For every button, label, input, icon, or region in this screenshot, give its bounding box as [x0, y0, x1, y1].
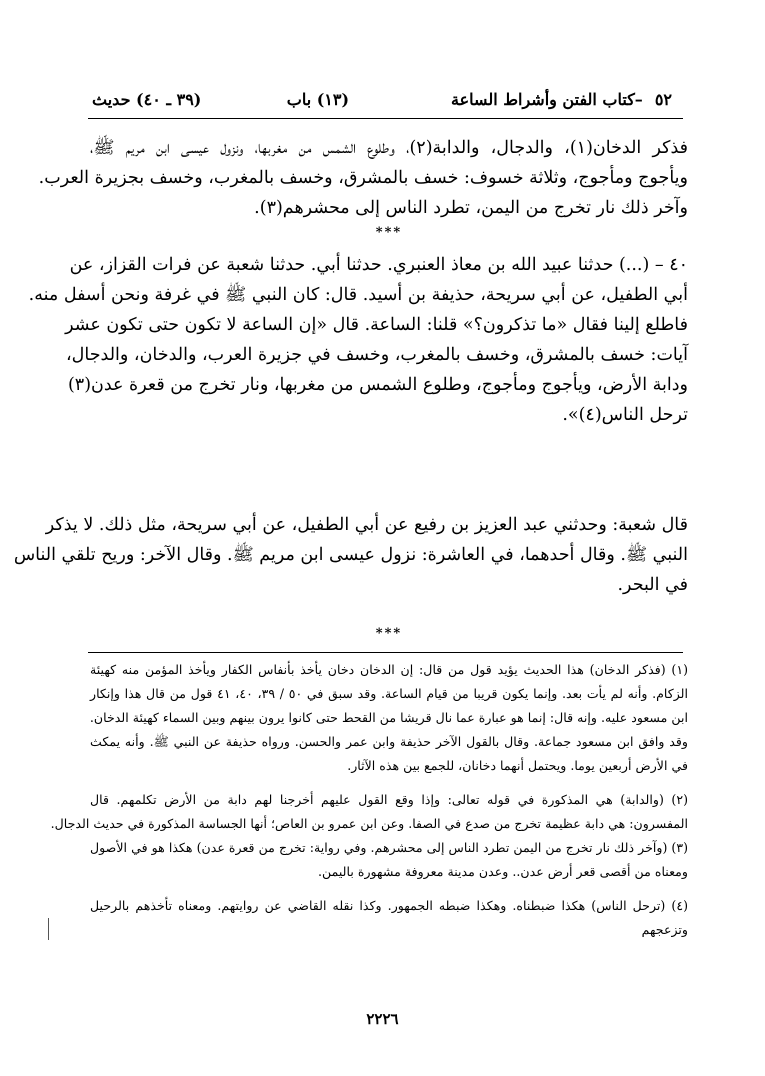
- text-line: قال شعبة: وحدثني عبد العزيز بن رفيع عن أبي الطفيل، عن أبي سريحة، مثل ذلك. لا يذكر: [45, 515, 688, 535]
- header-hadith-range: (٣٩ ـ ٤٠) حديث: [92, 89, 202, 109]
- footnote-line: (١) (فذكر الدخان) هذا الحديث يؤيد قول من قال: إن الدخان دخان يأخذ بأنفاس الكفار ويأخذ المؤمن منه كهيئة: [90, 662, 688, 677]
- footnote-line: ابن مسعود عليه. وإنه قال: إنما هو عبارة عما نال قريشا من القحط حتى كانوا يرون بينهم وبين السماء كهيئة الدخان.: [89, 710, 688, 725]
- text-line: ويأجوج ومأجوج، وثلاثة خسوف: خسف بالمشرق، وخسف بالمغرب، وخسف بجزيرة العرب.: [38, 168, 688, 188]
- text-line: فاطلع إلينا فقال «ما تذكرون؟» قلنا: الساعة. قال «إن الساعة لا تكون حتى تكون عشر: [65, 315, 688, 335]
- header-rule: [88, 118, 683, 119]
- footnote-line: الزكام. وأنه لم يأت بعد. وإنما يكون قريبا من قيام الساعة. وقد سبق في ٥٠ / ٣٩، ٤٠، ٤١ قول من قال هذا وإنكار: [90, 686, 688, 701]
- text-line: ٤٠ – (...) حدثنا عبيد الله بن معاذ العنبري. حدثنا أبي. حدثنا شعبة عن فرات القزاز، عن: [69, 255, 688, 275]
- footnotes: [50, 658, 688, 942]
- footnotes-rule: [88, 652, 683, 653]
- footnote-line: وتزعجهم: [641, 922, 688, 937]
- margin-mark: [48, 918, 49, 940]
- text-line: فذكر الدخان(١)، والدجال، والدابة(٢)، وطلوع الشمس من مغربها، ونزول عيسى ابن مريم ﷺ،: [90, 138, 688, 158]
- footnote-line: ومعناه من أقصى قعر أرض عدن.. وعدن مدينة معروفة مشهورة باليمن.: [318, 864, 688, 879]
- header-page-number: ٥٢: [654, 89, 672, 109]
- header-right: [287, 90, 672, 109]
- separator-stars: ***: [375, 626, 403, 641]
- hadith-40: [28, 250, 688, 430]
- text-line: أبي الطفيل، عن أبي سريحة، حذيفة بن أسيد. قال: كان النبي ﷺ في غرفة ونحن أسفل منه.: [28, 285, 688, 305]
- footnote-line: (٣) (وآخر ذلك نار تخرج من اليمن تطرد الناس إلى محشرهم. وفي رواية: تخرج من قعرة عدن) هكذا هو في الأصول: [90, 840, 688, 855]
- footnote-line: في الأرض أربعين يوما. ويحتمل أنهما دخانان، للجمع بين هذه الآثار.: [347, 758, 688, 773]
- header-chapter: (١٣) باب: [286, 89, 350, 109]
- text-line: آيات: خسف بالمشرق، وخسف بالمغرب، وخسف في جزيرة العرب، والدخان، والدجال،: [66, 345, 688, 365]
- header-book-title: –كتاب الفتن وأشراط الساعة: [451, 89, 643, 109]
- text-line: ترحل الناس(٤)».: [562, 405, 688, 425]
- page-footer-number: ٢٢٢٦: [366, 1010, 399, 1028]
- text-line: ودابة الأرض، ويأجوج ومأجوج، وطلوع الشمس من مغربها، ونار تخرج من قعرة عدن(٣): [67, 375, 688, 395]
- passage-hadith-39: [38, 133, 688, 223]
- footnote-line: (٤) (ترحل الناس) هكذا ضبطناه. وهكذا ضبطه الجمهور. وكذا نقله القاضي عن روايتهم. ومعناه تأخذهم بالرحيل: [90, 898, 688, 913]
- running-header: [92, 84, 672, 114]
- footnote-line: وقد وافق ابن مسعود جماعة. وقال بالقول الآخر حذيفة وابن عمر والحسن. ورواه حذيفة عن النبي ﷺ. وأنه يمكث: [90, 734, 688, 749]
- footnote-line: (٢) (والدابة) هي المذكورة في قوله تعالى: وإذا وقع القول عليهم أخرجنا لهم دابة من الأرض تكلمهم. قال: [90, 792, 688, 807]
- text-line: النبي ﷺ. وقال أحدهما، في العاشرة: نزول عيسى ابن مريم ﷺ. وقال الآخر: وريح تلقي الناس: [13, 545, 688, 565]
- footnote-line: المفسرون: هي دابة عظيمة تخرج من صدع في الصفا. وعن ابن عمرو بن العاص؛ أنها الجساسة المذكورة في حديث الدجال.: [50, 816, 688, 831]
- separator-stars: ***: [375, 225, 403, 240]
- text-line: وآخر ذلك نار تخرج من اليمن، تطرد الناس إلى محشرهم(٣).: [254, 198, 688, 218]
- shuba-narration: [13, 510, 688, 600]
- text-line: في البحر.: [617, 575, 688, 595]
